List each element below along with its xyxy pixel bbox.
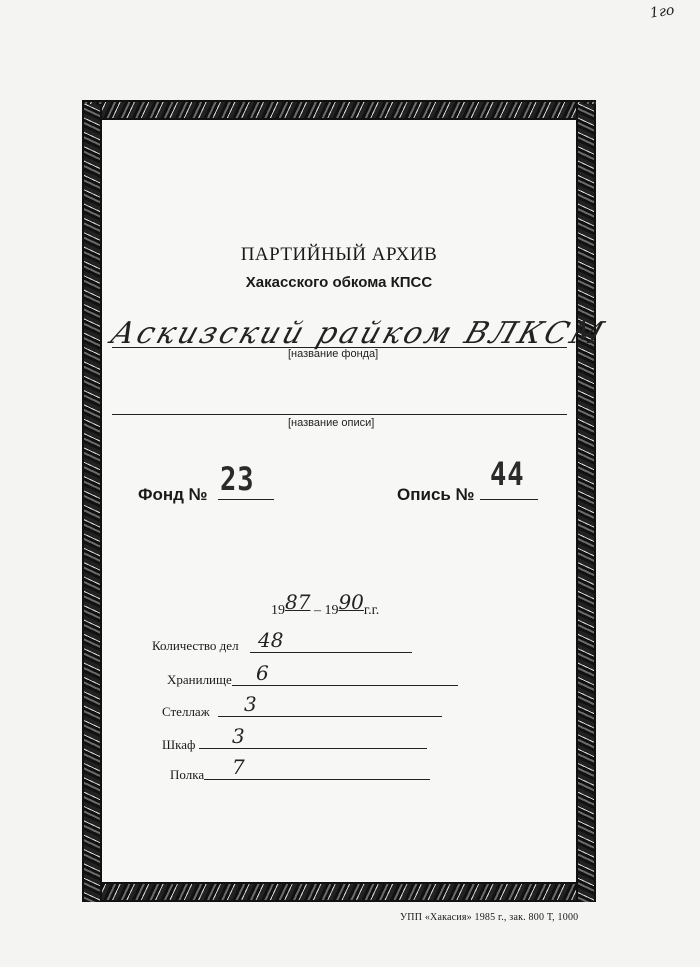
storage-label: Хранилище xyxy=(167,672,232,687)
inventory-name-caption: [название описи] xyxy=(288,417,375,429)
cabinet-label: Шкаф xyxy=(162,737,196,752)
archive-subtitle: Хакасского обкома КПСС xyxy=(245,274,433,291)
ornamental-border-bottom xyxy=(82,882,596,902)
fond-label: Фонд № xyxy=(138,485,208,504)
fund-name-handwritten: Аскизский райком ВЛКСМ xyxy=(106,316,611,351)
year-to: 90 xyxy=(338,590,364,614)
shelf-value: 7 xyxy=(232,755,245,779)
shelf-line xyxy=(204,779,430,780)
year-dash: – 19 xyxy=(313,603,339,618)
ornamental-border-left xyxy=(82,104,102,902)
rack-label: Стеллаж xyxy=(162,704,210,719)
fund-name-caption: [название фонда] xyxy=(288,348,379,360)
count-label: Количество дел xyxy=(152,638,239,653)
corner-note: 1го xyxy=(649,2,676,22)
shelf-label: Полка xyxy=(170,767,205,782)
storage-value: 6 xyxy=(256,661,269,685)
opis-label: Опись № xyxy=(397,485,475,504)
storage-line xyxy=(232,685,458,686)
printer-imprint: УПП «Хакасия» 1985 г., зак. 800 Т, 1000 xyxy=(400,912,579,923)
fond-number-stamp: 23 xyxy=(220,460,255,498)
archive-title: ПАРТИЙНЫЙ АРХИВ xyxy=(240,244,438,265)
ornamental-border-top xyxy=(82,100,596,120)
ornamental-border-right xyxy=(576,104,596,902)
rack-value: 3 xyxy=(244,692,257,716)
cabinet-value: 3 xyxy=(232,724,245,748)
opis-number-line xyxy=(480,499,538,500)
opis-number-stamp: 44 xyxy=(490,455,525,493)
year-from: 87 xyxy=(285,590,311,614)
rack-line xyxy=(218,716,442,717)
year-prefix-1: 19 xyxy=(271,603,285,618)
fond-number-line xyxy=(218,499,274,500)
inventory-name-line xyxy=(112,414,567,415)
cabinet-line xyxy=(199,748,427,749)
year-suffix: г.г. xyxy=(363,603,380,618)
count-value: 48 xyxy=(258,628,284,652)
year-range xyxy=(271,590,380,619)
count-line xyxy=(250,652,412,653)
